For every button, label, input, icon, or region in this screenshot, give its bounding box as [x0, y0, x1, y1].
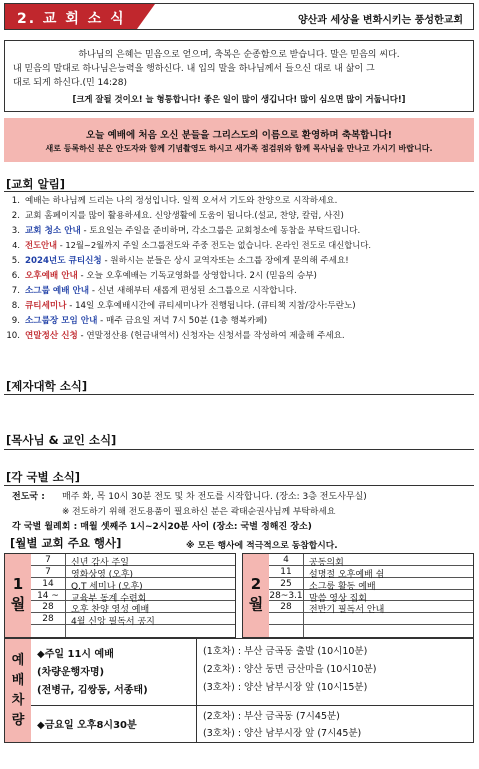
nation-line-1-label: 전도국 :	[12, 492, 45, 502]
sunday-title: ◆주일 11시 예배	[37, 649, 114, 660]
event-row	[269, 625, 473, 637]
event-name: 설명절 오후예배 쉼	[309, 569, 385, 580]
list-item: 10. 연말정산 신청 - 연말정산용 (헌금내역서) 신청자는 신청서를 작성하여 제출해 주세요.	[6, 331, 345, 341]
event-row	[269, 590, 473, 602]
month-2-table	[242, 553, 474, 638]
column-divider	[303, 613, 304, 624]
column-divider	[65, 566, 66, 577]
disciple-news-heading: [제자대학 소식]	[6, 379, 88, 393]
event-name: 신년 감사 주일	[71, 558, 129, 568]
list-item: 3. 교회 청소 안내 - 토요일는 주일을 준비하며, 각소그룹은 교회청소에 동참을 부탁드립니다.	[11, 226, 361, 236]
church-notice-heading: [교회 알림]	[6, 177, 65, 191]
worship-transport-table	[4, 638, 474, 743]
welcome-banner	[4, 118, 474, 162]
monthly-events-heading: [월별 교회 주요 행사]	[10, 536, 122, 550]
verse-line-2: 내 믿음의 말대로 하나님은능력을 행하신다. 내 입의 말을 하나님께서 들으신 대로 내 삶이 그	[13, 64, 375, 74]
verse-line-1: 하나님의 은혜는 믿음으로 얻으며, 축복은 순종함으로 받습니다. 말은 믿음의 씨다.	[78, 50, 400, 60]
event-date: 7	[45, 555, 51, 565]
sunday-cell	[31, 639, 197, 706]
list-item: 7. 소그룹 예배 안내 - 신년 새해부터 새롭게 편성된 소그룹으로 시작합니다.	[11, 286, 297, 296]
church-notice-list	[6, 194, 474, 344]
sunday-sub-2: (전병규, 김쌍동, 서종태)	[37, 685, 148, 696]
welcome-line-1: 오늘 예배에 처음 오신 분들을 그리스도의 이름으로 환영하며 축복합니다!	[85, 130, 393, 141]
month-2-label: 2 월	[243, 554, 269, 637]
event-row	[269, 566, 473, 578]
event-name: 4월 신앙 필독서 공지	[71, 617, 155, 628]
column-divider	[303, 625, 304, 637]
event-name: 전반기 필독서 안내	[309, 605, 385, 616]
divider	[4, 191, 474, 192]
event-date: 14 ~	[37, 590, 59, 601]
route: (2호차) : 부산 금곡동 (7시45분)	[203, 711, 340, 722]
welcome-line-2: 새로 등록하신 분은 안도자와 함께 기념촬영도 하시고 새가족 점검위와 함께 목사님을 만나고 가시기 바랍니다.	[45, 144, 433, 153]
list-item: 1. 예배는 하나님께 드리는 나의 정성입니다. 일찍 오셔서 기도와 찬양으로 시작하세요.	[11, 196, 338, 206]
sunday-sub-1: (차량운행자명)	[37, 667, 105, 678]
event-name: 오후 찬양 영성 예배	[71, 605, 150, 616]
friday-routes	[197, 706, 473, 742]
route: (3호차) : 양산 남부시장 앞 (10시15분)	[203, 682, 368, 693]
month-1-label: 1 월	[5, 554, 31, 637]
divider	[4, 449, 474, 450]
monthly-events-note: ※ 모든 행사에 적극적으로 동참합시다.	[186, 541, 338, 551]
nation-line-1: 매주 화, 목 10시 30분 전도 및 차 전도를 시작합니다. (장소: 3층 전도사무실)	[62, 492, 367, 502]
event-date: 28	[42, 614, 54, 625]
event-date: 4	[283, 555, 289, 565]
nation-line-3: 각 국별 월례회 : 매월 셋째주 1시~2시20분 사이 (장소: 국별 정해진 장소)	[12, 522, 312, 532]
event-date: 28	[280, 602, 292, 613]
divider	[4, 485, 474, 486]
event-row	[269, 578, 473, 590]
column-divider	[65, 554, 66, 565]
event-row	[31, 554, 235, 566]
event-name: Q.T 세미나 (오후)	[71, 581, 143, 592]
event-date: 28	[42, 602, 54, 613]
church-slogan: 양산과 세상을 변화시키는 풍성한교회	[297, 15, 463, 26]
column-divider	[303, 590, 304, 601]
event-row	[31, 590, 235, 602]
list-item: 8. 큐티세미나 - 14일 오후예배시간에 큐티세미나가 진행됩니다. (큐티책 지참/강사:두란노)	[11, 301, 356, 311]
event-row	[269, 554, 473, 566]
column-divider	[303, 601, 304, 612]
event-name: 말씀 영상 집회	[309, 593, 367, 604]
event-date: 11	[280, 566, 292, 577]
transport-label: 예 배 차 량	[5, 639, 31, 742]
route: (2호차) : 양산 동면 금산마을 (10시10분)	[203, 664, 377, 675]
verse-line-4: [크게 잘될 것이오! 늘 형통합니다! 좋은 일이 많이 생깁니다! 많이 심으면 많이 거둡니다!]	[72, 94, 406, 104]
event-row	[269, 601, 473, 616]
pastor-news-heading: [목사님 & 교인 소식]	[6, 433, 117, 447]
column-divider	[65, 590, 66, 601]
column-divider	[303, 578, 304, 589]
event-row	[31, 625, 235, 637]
section-header	[4, 3, 474, 30]
verse-box	[4, 40, 474, 112]
list-item: 4. 전도안내 - 12월~2월까지 주일 소그룹전도와 주중 전도는 없습니다. 온라인 전도로 대신합니다.	[12, 240, 371, 250]
route: (3호차) : 양산 남부시장 앞 (7시45분)	[203, 728, 362, 739]
event-date: 7	[45, 566, 51, 577]
event-row	[31, 601, 235, 616]
event-date: 28~3.1	[269, 590, 303, 601]
event-row	[269, 613, 473, 625]
list-item: 2. 교회 홈페이지를 많이 활용하세요. 신앙생활에 도움이 됩니다.(설교, 찬양, 칼럼, 사진)	[11, 211, 344, 221]
column-divider	[65, 613, 66, 624]
event-name: 교육부 동계 수련회	[71, 593, 147, 604]
event-name: 영화상영 (오후)	[71, 569, 134, 580]
section-title: 2. 교 회 소 식	[17, 11, 126, 27]
column-divider	[303, 566, 304, 577]
event-name: 공동의회	[309, 558, 344, 568]
event-name: 소그룹 활동 예배	[309, 581, 376, 592]
month-1-table	[4, 553, 236, 638]
column-divider	[65, 625, 66, 637]
route: (1호차) : 부산 금곡동 출발 (10시10분)	[203, 646, 368, 657]
column-divider	[65, 578, 66, 589]
list-item: 6. 오후예배 안내 - 오늘 오후예배는 기독교영화를 상영합니다. 2시 (믿음의 승부)	[11, 271, 317, 281]
friday-cell	[31, 706, 197, 742]
nation-news-heading: [각 국별 소식]	[6, 470, 81, 484]
nation-line-2: ※ 전도하기 위해 전도용품이 필요하신 분은 곽태순권사님께 부탁하세요	[62, 507, 336, 517]
event-row	[31, 613, 235, 628]
list-item: 9. 소그룹장 모임 안내 - 매주 금요일 저녁 7시 50분 (1층 행복카페)	[11, 316, 268, 326]
event-row	[31, 578, 235, 590]
divider	[4, 394, 474, 395]
event-date: 25	[280, 578, 292, 589]
event-date: 14	[42, 578, 54, 589]
list-item: 5. 2024년도 큐티신청 - 원하시는 분들은 상시 교역자또는 소그룹 장에게 문의해 주세요!	[11, 256, 349, 266]
column-divider	[303, 554, 304, 565]
column-divider	[65, 601, 66, 612]
friday-title: ◆금요일 오후8시30분	[37, 720, 137, 731]
event-row	[31, 566, 235, 578]
sunday-routes	[197, 639, 473, 706]
verse-line-3: 대로 되게 하신다.(민 14:28)	[13, 78, 127, 88]
